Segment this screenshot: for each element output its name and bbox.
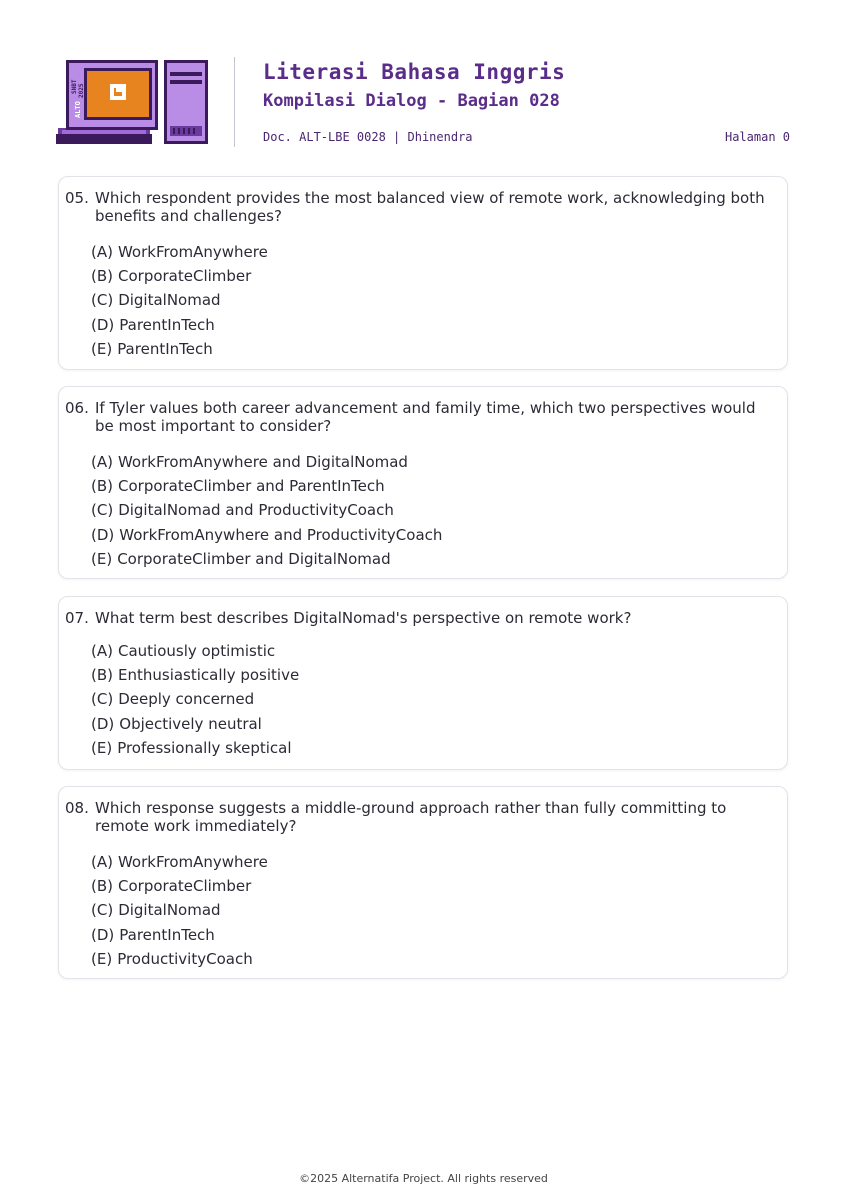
answer-option-e[interactable]: [91, 736, 299, 760]
answer-options: [91, 639, 299, 760]
option-letter: (E): [91, 949, 113, 968]
question-card-06: [58, 386, 788, 579]
answer-option-d[interactable]: [91, 523, 442, 547]
option-letter: (B): [91, 666, 113, 685]
option-text: DigitalNomad: [118, 901, 221, 920]
answer-option-c[interactable]: [91, 898, 268, 922]
option-letter: (E): [91, 549, 113, 568]
option-letter: (B): [91, 877, 113, 896]
answer-option-b[interactable]: [91, 874, 268, 898]
question-number: 05.: [65, 189, 89, 207]
answer-option-b[interactable]: [91, 663, 299, 687]
retro-computer-icon: [56, 58, 208, 146]
question-card-07: [58, 596, 788, 770]
page-number: Halaman 0: [724, 130, 790, 144]
option-text: CorporateClimber: [118, 267, 252, 286]
question-prompt: Which respondent provides the most balanced view of remote work, acknowledging both benefits and challenges?: [95, 189, 765, 225]
question-text: [65, 609, 771, 627]
option-letter: (D): [91, 714, 115, 733]
answer-option-d[interactable]: [91, 712, 299, 736]
option-letter: (A): [91, 853, 113, 871]
answer-option-a[interactable]: [91, 639, 299, 663]
option-letter: (C): [91, 291, 114, 310]
option-text: Professionally skeptical: [117, 738, 292, 757]
option-letter: (C): [91, 901, 114, 920]
answer-options: [91, 450, 442, 571]
document-info: Doc. ALT-LBE 0028 | Dhinendra: [263, 130, 473, 144]
question-prompt: Which response suggests a middle-ground approach rather than fully committing to remote work immediately?: [95, 799, 727, 835]
document-subtitle: Kompilasi Dialog - Bagian 028: [263, 91, 560, 111]
answer-options: [91, 240, 268, 361]
question-number: 07.: [65, 609, 89, 627]
question-text: [65, 189, 771, 225]
option-text: Enthusiastically positive: [118, 666, 300, 685]
option-text: WorkFromAnywhere and ProductivityCoach: [119, 525, 443, 544]
option-text: CorporateClimber and ParentInTech: [118, 477, 385, 496]
footer-copyright: ©2025 Alternatifa Project. All rights reserved: [299, 1172, 548, 1185]
option-text: ProductivityCoach: [117, 949, 253, 968]
option-text: ParentInTech: [119, 925, 215, 944]
answer-option-e[interactable]: [91, 337, 268, 361]
option-text: WorkFromAnywhere and DigitalNomad: [117, 453, 408, 471]
option-text: DigitalNomad: [118, 291, 221, 310]
option-letter: (A): [91, 642, 113, 660]
option-letter: (E): [91, 339, 113, 358]
option-letter: (A): [91, 243, 113, 261]
answer-option-a[interactable]: [91, 450, 442, 474]
option-letter: (A): [91, 453, 113, 471]
option-letter: (C): [91, 690, 114, 709]
question-number: 08.: [65, 799, 89, 817]
option-letter: (D): [91, 315, 115, 334]
question-card-08: [58, 786, 788, 979]
option-text: DigitalNomad and ProductivityCoach: [118, 501, 394, 520]
answer-option-b[interactable]: [91, 264, 268, 288]
option-text: CorporateClimber: [118, 877, 252, 896]
option-letter: (C): [91, 501, 114, 520]
answer-options: [91, 850, 268, 971]
option-text: Deeply concerned: [118, 690, 255, 709]
answer-option-d[interactable]: [91, 923, 268, 947]
logo-text-alto: ALTO: [74, 101, 82, 118]
question-prompt: If Tyler values both career advancement and family time, which two perspectives would be most important to consider?: [95, 399, 756, 435]
question-card-05: [58, 176, 788, 370]
logo-text-year: 2025: [78, 83, 85, 98]
question-prompt: What term best describes DigitalNomad's perspective on remote work?: [95, 609, 632, 627]
option-text: WorkFromAnywhere: [117, 853, 268, 871]
page-header: [0, 0, 847, 170]
question-number: 06.: [65, 399, 89, 417]
header-divider: [234, 57, 235, 147]
option-letter: (B): [91, 477, 113, 496]
answer-option-c[interactable]: [91, 498, 442, 522]
answer-option-e[interactable]: [91, 547, 442, 571]
option-text: Cautiously optimistic: [117, 642, 276, 660]
option-text: CorporateClimber and DigitalNomad: [117, 549, 391, 568]
answer-option-a[interactable]: [91, 240, 268, 264]
answer-option-e[interactable]: [91, 947, 268, 971]
option-letter: (D): [91, 925, 115, 944]
answer-option-c[interactable]: [91, 687, 299, 711]
answer-option-b[interactable]: [91, 474, 442, 498]
option-text: WorkFromAnywhere: [117, 243, 268, 261]
option-letter: (D): [91, 525, 115, 544]
document-title: Literasi Bahasa Inggris: [263, 60, 566, 84]
option-letter: (E): [91, 738, 113, 757]
question-text: [65, 799, 771, 835]
answer-option-d[interactable]: [91, 313, 268, 337]
option-text: Objectively neutral: [119, 714, 262, 733]
logo-text-snbt: SNBT: [71, 79, 78, 94]
answer-option-c[interactable]: [91, 288, 268, 312]
option-letter: (B): [91, 267, 113, 286]
answer-option-a[interactable]: [91, 850, 268, 874]
question-text: [65, 399, 771, 435]
option-text: ParentInTech: [117, 339, 213, 358]
option-text: ParentInTech: [119, 315, 215, 334]
